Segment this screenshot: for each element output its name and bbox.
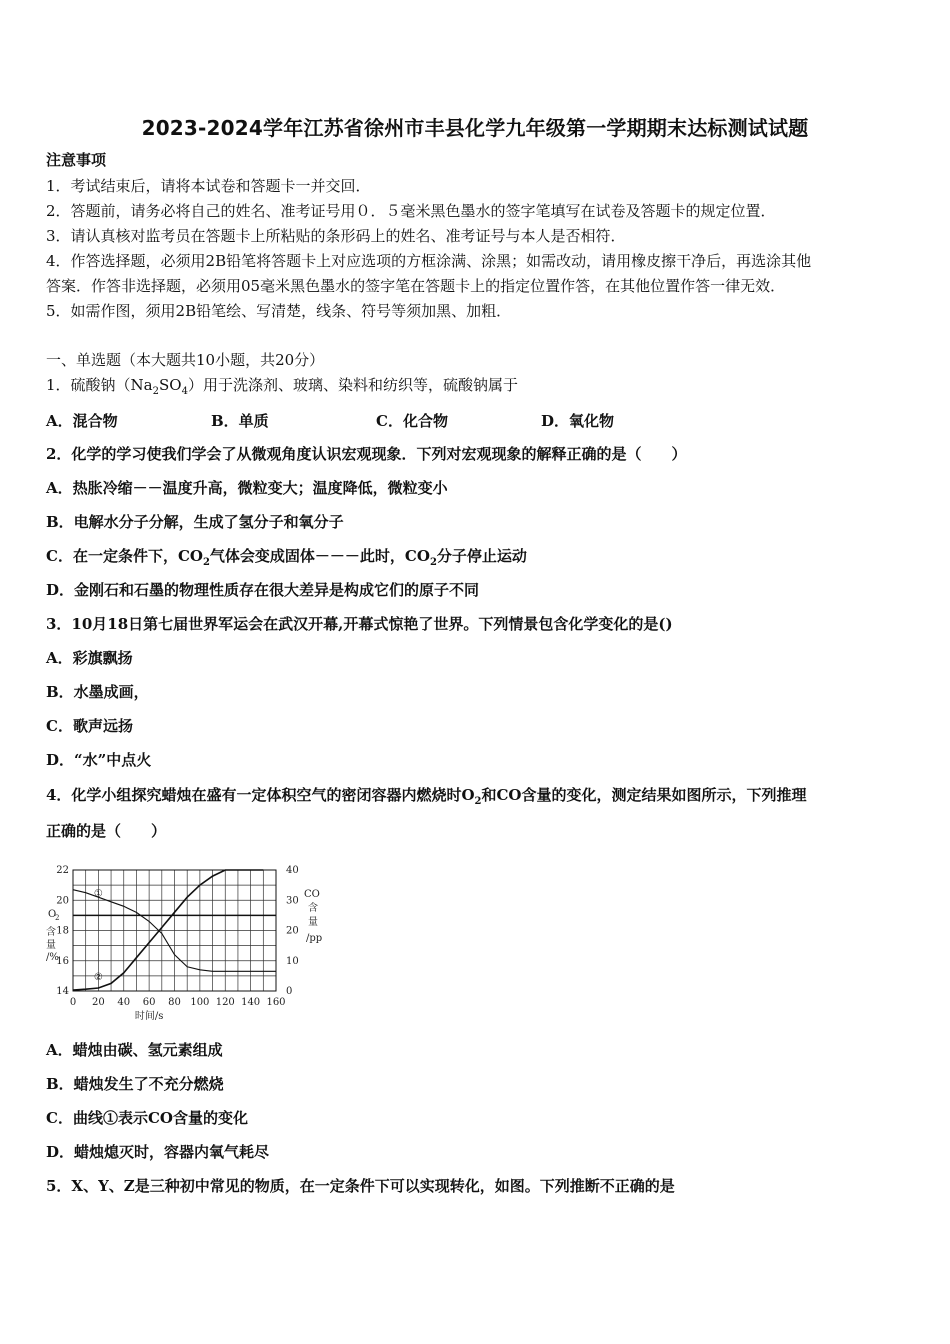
y-right-axis-label: 含 — [308, 903, 318, 914]
curve-label-2: ② — [93, 971, 103, 983]
notice-item: 4．作答选择题，必须用2B铅笔将答题卡上对应选项的方框涂满、涂黑；如需改动，请用橡皮擦干净后，再选涂其他 — [46, 252, 812, 270]
question-2-option-b[interactable]: B．电解水分子分解，生成了氢分子和氧分子 — [46, 513, 344, 531]
notice-item: 5．如需作图，须用2B铅笔绘、写清楚，线条、符号等须加黑、加粗． — [46, 302, 512, 320]
x-tick-label: 120 — [215, 997, 235, 1008]
question-4-option-b[interactable]: B．蜡烛发生了不充分燃烧 — [46, 1075, 224, 1093]
notice-item: 3．请认真核对监考员在答题卡上所粘贴的条形码上的姓名、准考证号与本人是否相符． — [46, 227, 626, 245]
chart-ticks — [46, 865, 322, 1022]
section-heading: 一、单选题（本大题共10小题，共20分） — [46, 351, 325, 369]
notice-item: 1．考试结束后，请将本试卷和答题卡一并交回． — [46, 177, 371, 195]
y-right-axis-label: CO — [304, 889, 320, 900]
x-tick-label: 40 — [117, 997, 131, 1008]
question-3-option-c[interactable]: C．歌声远扬 — [46, 717, 133, 735]
y-right-axis-label: 量 — [308, 917, 318, 928]
question-4-stem-cont: 正确的是（ ） — [46, 822, 167, 840]
question-1-option-a[interactable]: A．混合物 — [46, 412, 118, 430]
y-left-axis-label: 2 — [55, 914, 60, 922]
y-right-tick-label: 20 — [286, 925, 299, 937]
question-3-stem: 3．10月18日第七届世界军运会在武汉开幕,开幕式惊艳了世界。下列情景包含化学变化的是() — [46, 615, 673, 633]
x-tick-label: 0 — [69, 997, 77, 1008]
question-3-option-b[interactable]: B．水墨成画， — [46, 683, 149, 701]
notice-item: 2．答题前，请务必将自己的姓名、准考证号用０．５毫米黑色墨水的签字笔填写在试卷及答题卡的规定位置． — [46, 202, 776, 220]
question-5-stem: 5．X、Y、Z是三种初中常见的物质，在一定条件下可以实现转化，如图。下列推断不正确的是 — [46, 1177, 675, 1195]
chart-grid — [73, 870, 276, 991]
question-4-option-a[interactable]: A．蜡烛由碳、氢元素组成 — [46, 1041, 223, 1059]
question-4-stem: 4．化学小组探究蜡烛在盛有一定体积空气的密闭容器内燃烧时$O_2$和CO含量的变化，测定结果如图所示，下列推理 — [46, 786, 807, 807]
question-4-option-d[interactable]: D．蜡烛熄灭时，容器内氧气耗尽 — [46, 1143, 270, 1161]
x-tick-label: 100 — [190, 997, 210, 1008]
y-left-tick-label: 22 — [56, 865, 69, 876]
y-right-tick-label: 0 — [286, 986, 293, 997]
y-right-tick-label: 40 — [286, 865, 299, 876]
x-tick-label: 20 — [92, 997, 105, 1008]
question-4-option-c[interactable]: C．曲线①表示CO含量的变化 — [46, 1109, 248, 1127]
y-left-axis-label: O — [48, 909, 57, 920]
question-2-option-c[interactable]: C．在一定条件下，$CO_2$气体会变成固体－－－此时，$CO_2$分子停止运动 — [46, 547, 527, 568]
y-right-tick-label: 30 — [286, 895, 299, 907]
notice-heading: 注意事项 — [46, 151, 107, 169]
question-3-option-a[interactable]: A．彩旗飘扬 — [46, 649, 133, 667]
x-tick-label: 60 — [142, 997, 156, 1008]
y-right-axis-label: /pp — [306, 933, 323, 944]
x-axis-label: 时间/s — [134, 1011, 164, 1022]
y-right-tick-label: 10 — [286, 955, 299, 967]
notice-item: 答案．作答非选择题，必须用05毫米黑色墨水的签字笔在答题卡上的指定位置作答，在其他位置作答一律无效． — [46, 277, 786, 295]
y-left-axis-label: 含 — [46, 927, 56, 938]
page-title: 2023-2024学年江苏省徐州市丰县化学九年级第一学期期末达标测试试题 — [141, 116, 809, 140]
question-1-option-d[interactable]: D．氧化物 — [541, 412, 615, 430]
y-left-axis-label: 量 — [46, 940, 56, 951]
x-tick-label: 160 — [266, 997, 286, 1008]
question-1-option-c[interactable]: C．化合物 — [376, 412, 448, 430]
question-2-option-a[interactable]: A．热胀冷缩－－温度升高，微粒变大；温度降低，微粒变小 — [46, 479, 448, 497]
o2-co-chart — [40, 855, 330, 1027]
question-2-option-d[interactable]: D．金刚石和石墨的物理性质存在很大差异是构成它们的原子不同 — [46, 581, 480, 599]
question-1-stem: 1．硫酸钠$(Na_2SO_4)$用于洗涤剂、玻璃、染料和纺织等，硫酸钠属于 — [46, 376, 518, 397]
question-3-option-d[interactable]: D．“水”中点火 — [46, 751, 152, 769]
y-left-axis-label: /% — [46, 952, 59, 963]
y-left-tick-label: 14 — [56, 986, 69, 997]
question-1-option-b[interactable]: B．单质 — [211, 412, 269, 430]
x-tick-label: 80 — [168, 997, 181, 1008]
curve-label-1: ① — [93, 888, 103, 900]
y-left-tick-label: 20 — [56, 895, 69, 907]
y-left-tick-label: 18 — [56, 925, 69, 937]
question-2-stem: 2．化学的学习使我们学会了从微观角度认识宏观现象．下列对宏观现象的解释正确的是（ ） — [46, 445, 687, 463]
x-tick-label: 140 — [241, 997, 261, 1008]
y-left-tick-label: 16 — [56, 955, 69, 967]
